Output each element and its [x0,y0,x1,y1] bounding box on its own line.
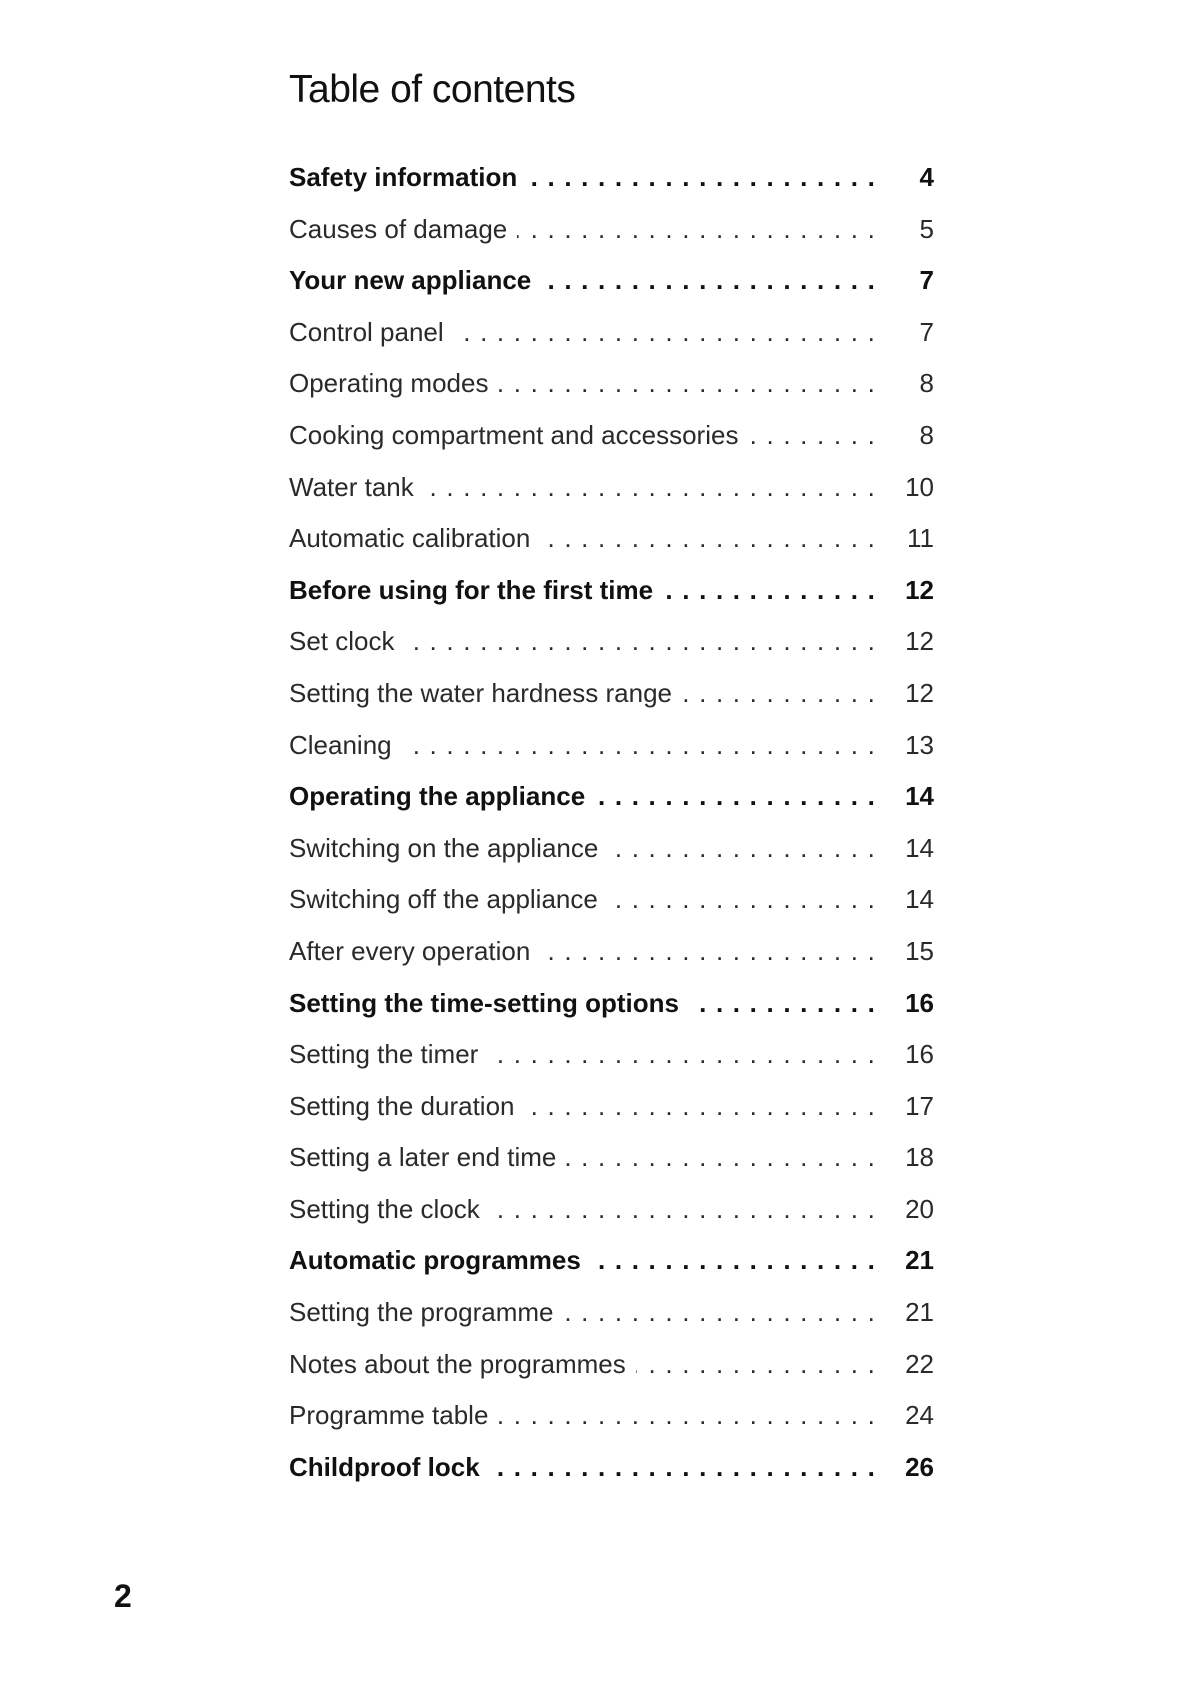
toc-entry-page-number: 17 [905,1090,934,1121]
toc-entry-page-number: 18 [905,1142,934,1173]
toc-subsection-entry[interactable] [289,833,934,885]
toc-entry-page-number: 7 [919,265,934,296]
toc-entry-label: Switching off the appliance [289,884,598,915]
toc-entry-label: Setting the time-setting options [289,987,679,1018]
toc-entry-page-number: 16 [905,1039,934,1070]
page-title: Table of contents [289,68,576,111]
toc-entry-label: Automatic programmes [289,1245,581,1276]
toc-entry-page-number: 10 [905,471,934,502]
toc-entry-label: Automatic calibration [289,523,531,554]
toc-entry-page-number: 16 [905,987,934,1018]
toc-entry-page-number: 13 [905,729,934,760]
dot-leader [608,833,876,863]
toc-subsection-entry[interactable] [289,1349,934,1401]
toc-section-entry[interactable] [289,988,934,1040]
toc-entry-page-number: 14 [905,781,934,812]
toc-entry-page-number: 21 [905,1245,934,1276]
toc-entry-label: Setting the water hardness range [289,677,673,708]
dot-leader [591,1245,876,1275]
toc-section-entry[interactable] [289,265,934,317]
toc-entry-page-number: 8 [919,419,934,450]
toc-entry-label: Safety information [289,162,518,192]
toc-subsection-entry[interactable] [289,368,934,420]
dot-leader [498,368,876,398]
toc-subsection-entry[interactable] [289,730,934,782]
dot-leader [498,1400,876,1430]
toc-section-entry[interactable] [289,575,934,627]
dot-leader [540,936,876,966]
toc-subsection-entry[interactable] [289,472,934,524]
toc-subsection-entry[interactable] [289,1194,934,1246]
dot-leader [563,1297,876,1327]
toc-subsection-entry[interactable] [289,1400,934,1452]
toc-subsection-entry[interactable] [289,1297,934,1349]
dot-leader [488,1039,876,1069]
toc-section-entry[interactable] [289,781,934,833]
toc-entry-label: Set clock [289,626,395,657]
toc-entry-label: Your new appliance [289,265,532,296]
toc-entry-page-number: 26 [905,1451,934,1482]
dot-leader [517,214,876,244]
toc-subsection-entry[interactable] [289,678,934,730]
toc-subsection-entry[interactable] [289,523,934,575]
toc-entry-page-number: 24 [905,1400,934,1431]
toc-entry-page-number: 12 [905,677,934,708]
toc-entry-page-number: 14 [905,884,934,915]
toc-entry-label: Programme table [289,1400,489,1431]
toc-subsection-entry[interactable] [289,936,934,988]
dot-leader [540,523,876,553]
dot-leader [405,626,877,656]
page-number: 2 [114,1578,132,1614]
toc-entry-label: Control panel [289,316,444,347]
toc-entry-page-number: 14 [905,832,934,863]
toc-entry-label: Setting a later end time [289,1142,557,1173]
dot-leader [527,162,876,192]
toc-entry-label: Causes of damage [289,213,508,244]
table-of-contents [289,162,934,1503]
toc-section-entry[interactable] [289,1245,934,1297]
dot-leader [424,472,876,502]
toc-entry-label: Operating modes [289,368,489,399]
toc-section-entry[interactable] [289,162,934,214]
toc-subsection-entry[interactable] [289,1142,934,1194]
toc-entry-page-number: 7 [919,316,934,347]
toc-entry-label: Water tank [289,471,414,502]
toc-entry-label: Notes about the programmes [289,1348,626,1379]
toc-entry-label: Childproof lock [289,1451,480,1482]
dot-leader [525,1091,877,1121]
toc-section-entry[interactable] [289,1452,934,1504]
dot-leader [402,730,876,760]
toc-entry-label: Switching on the appliance [289,832,599,863]
dot-leader [689,988,876,1018]
dot-leader [566,1142,876,1172]
toc-subsection-entry[interactable] [289,626,934,678]
dot-leader [663,575,876,605]
toc-subsection-entry[interactable] [289,1039,934,1091]
toc-entry-page-number: 15 [905,935,934,966]
toc-entry-label: After every operation [289,935,531,966]
toc-entry-label: Setting the clock [289,1193,480,1224]
toc-entry-page-number: 8 [919,368,934,399]
toc-entry-page-number: 21 [905,1297,934,1328]
dot-leader [541,265,876,295]
toc-entry-label: Setting the programme [289,1297,554,1328]
toc-entry-page-number: 22 [905,1348,934,1379]
dot-leader [595,781,876,811]
toc-subsection-entry[interactable] [289,317,934,369]
dot-leader [748,420,876,450]
toc-entry-page-number: 11 [907,523,934,554]
dot-leader [682,678,876,708]
toc-subsection-entry[interactable] [289,214,934,266]
dot-leader [454,317,876,347]
dot-leader [490,1194,876,1224]
toc-entry-label: Setting the timer [289,1039,479,1070]
toc-entry-page-number: 5 [919,213,934,244]
toc-entry-label: Setting the duration [289,1090,515,1121]
toc-entry-page-number: 12 [905,574,934,605]
toc-entry-label: Cleaning [289,729,392,760]
toc-entry-label: Operating the appliance [289,781,586,812]
toc-entry-label: Cooking compartment and accessories [289,419,739,450]
dot-leader [608,884,876,914]
toc-entry-page-number: 20 [905,1193,934,1224]
dot-leader [636,1349,876,1379]
toc-entry-page-number: 12 [905,626,934,657]
toc-subsection-entry[interactable] [289,420,934,472]
toc-subsection-entry[interactable] [289,884,934,936]
toc-entry-page-number: 4 [919,162,934,192]
toc-entry-label: Before using for the first time [289,574,654,605]
toc-subsection-entry[interactable] [289,1091,934,1143]
dot-leader [490,1452,876,1482]
